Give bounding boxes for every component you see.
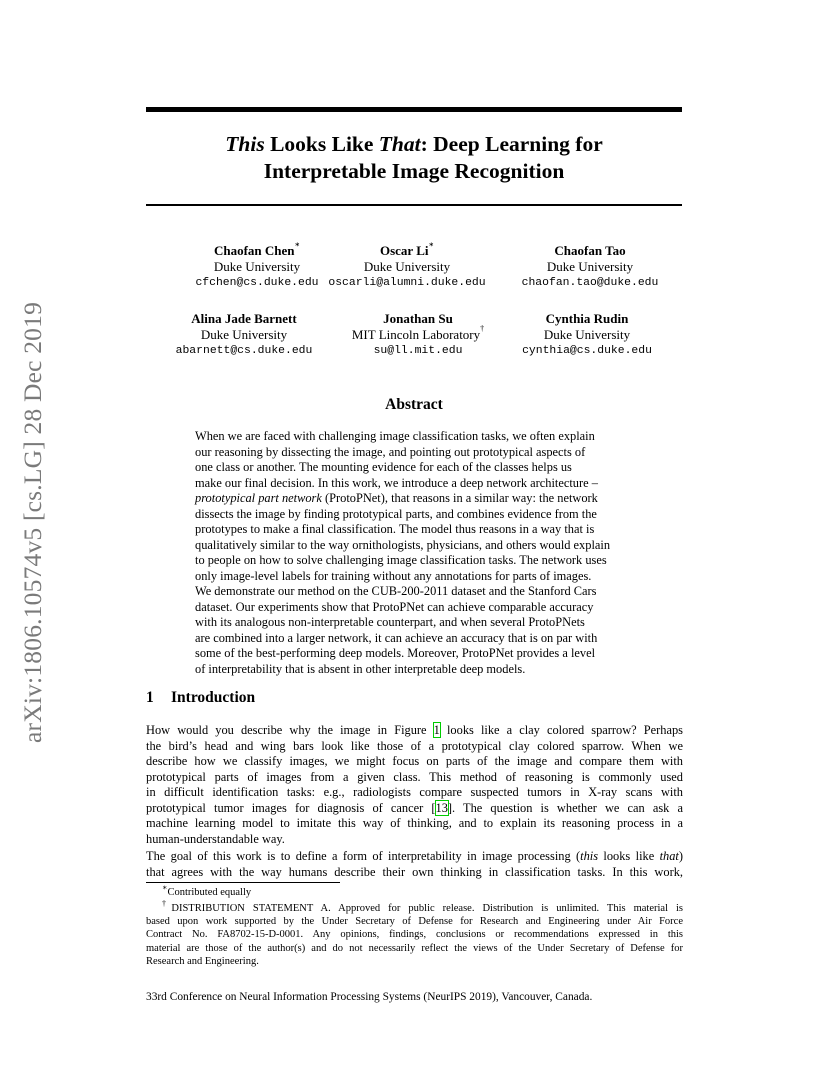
author-name: Cynthia Rudin xyxy=(545,311,629,326)
author-email: cfchen@cs.duke.edu xyxy=(195,277,319,289)
paragraph-line: prototypical tumor images for diagnosis of cancer [13]. The question is whether we can ask a xyxy=(146,800,683,815)
author-name: Alina Jade Barnett xyxy=(191,311,297,326)
abstract-line: only image-level labels for training without any annotations for parts of images. xyxy=(195,568,592,583)
intro-paragraph-1 xyxy=(146,723,683,847)
paragraph-line: The goal of this work is to define a form of interpretability in image processing (this looks like that) xyxy=(146,849,683,863)
abstract-line: We demonstrate our method on the CUB-200-2011 dataset and the Stanford Cars xyxy=(195,584,597,598)
abstract-line: qualitatively similar to the way ornithologists, physicians, and others would explain xyxy=(195,537,611,552)
author-affiliation: Duke University xyxy=(213,259,301,274)
paragraph-line: human-understandable way. xyxy=(146,831,285,846)
footnote-line: material are those of the author(s) and do not necessarily reflect the views of the Under Secretary of Defense for xyxy=(146,942,683,954)
footnote-line: based upon work supported by the Under Secretary of Defense for Research and Engineering under Air Force xyxy=(146,916,683,928)
author-block xyxy=(144,311,344,359)
abstract-line: make our final decision. In this work, we introduce a deep network architecture – xyxy=(195,475,598,490)
title-line-2: Interpretable Image Recognition xyxy=(263,159,565,183)
author-email: chaofan.tao@duke.edu xyxy=(521,277,659,289)
abstract-body xyxy=(195,429,635,677)
author-name: Chaofan Chen∗ xyxy=(213,240,301,258)
citation-13-link[interactable]: 13 xyxy=(435,800,448,815)
paragraph-line: How would you describe why the image in Figure 1 looks like a clay colored sparrow? Perhaps xyxy=(146,723,684,737)
intro-paragraph-2 xyxy=(146,849,683,880)
title-text: Looks Like xyxy=(264,132,379,156)
section-heading-introduction xyxy=(146,689,255,707)
footnote-line: Contract No. FA8702-15-D-0001. Any opinions, findings, conclusions or recommendations expressed in this xyxy=(146,929,683,941)
figure-1-link[interactable]: 1 xyxy=(433,723,440,737)
title-emph-this: This xyxy=(225,132,265,156)
author-name: Jonathan Su xyxy=(383,311,453,326)
equal-contribution-mark: ∗ xyxy=(428,240,435,249)
abstract-line: dataset. Our experiments show that ProtoPNet can achieve comparable accuracy xyxy=(195,599,594,614)
author-email: abarnett@cs.duke.edu xyxy=(175,345,313,357)
title-bottom-rule xyxy=(146,204,682,206)
footnote-distribution-statement xyxy=(146,899,684,968)
author-name: Chaofan Tao xyxy=(554,243,626,258)
author-name: Oscar Li∗ xyxy=(379,240,435,258)
title-text: : Deep Learning for xyxy=(420,132,603,156)
footnote-mark: † xyxy=(162,899,172,908)
title-emph-that: That xyxy=(378,132,421,156)
affiliation-footnote-mark: † xyxy=(480,324,485,333)
author-affiliation: Duke University xyxy=(546,259,634,274)
author-affiliation: Duke University xyxy=(363,259,451,274)
paragraph-line: prototypical parts of images from a given class. This method of reasoning is commonly used xyxy=(146,769,683,784)
paragraph-line: describe how we classify images, we might focus on parts of the image and compare them with xyxy=(146,754,683,768)
paragraph-line: machine learning model to imitate this way of thinking, and to explain its reasoning process in a xyxy=(146,816,683,830)
paper-title xyxy=(146,131,682,185)
section-number: 1 xyxy=(146,689,154,706)
conference-footer: 33rd Conference on Neural Information Processing Systems (NeurIPS 2019), Vancouver, Canada. xyxy=(146,991,593,1003)
footnote-equal-contribution: ∗Contributed equally xyxy=(162,883,252,898)
author-email: cynthia@cs.duke.edu xyxy=(522,345,652,357)
author-email: su@ll.mit.edu xyxy=(373,345,463,357)
abstract-line: are combined into a larger network, it can achieve an accuracy that is on par with xyxy=(195,630,598,645)
abstract-line: prototypical part network (ProtoPNet), that reasons in a similar way: the network xyxy=(195,491,598,505)
title-line-1 xyxy=(146,131,682,158)
abstract-line: to people on how to solve challenging image classification tasks. The network uses xyxy=(195,553,607,567)
paragraph-line: that agrees with the way humans describe their own thinking in classification tasks. In this work, xyxy=(146,864,683,879)
protopnet-term: prototypical part network xyxy=(195,491,322,505)
author-affiliation: Duke University xyxy=(200,327,288,342)
footnote-line: Research and Engineering. xyxy=(146,955,259,967)
paragraph-line: in difficult identification tasks: e.g., radiologists compare suspected tumors in X-ray scans with xyxy=(146,785,683,799)
abstract-line: some of the best-performing deep models. Moreover, ProtoPNet provides a level xyxy=(195,646,596,660)
arxiv-identifier-stamp: arXiv:1806.10574v5 [cs.LG] 28 Dec 2019 xyxy=(18,301,47,743)
section-title: Introduction xyxy=(171,689,256,706)
equal-contribution-mark: ∗ xyxy=(294,240,301,249)
abstract-line: with its analogous non-interpretable counterpart, and when several ProtoPNets xyxy=(195,615,585,629)
abstract-line: our reasoning by dissecting the image, and pointing out prototypical aspects of xyxy=(195,444,586,459)
abstract-line: prototypes to make a final classification. The model thus reasons in a way that is xyxy=(195,522,595,536)
author-block xyxy=(487,311,687,359)
footnote-mark: ∗ xyxy=(162,883,168,892)
author-block xyxy=(307,240,507,291)
abstract-line: one class or another. The mounting evidence for each of the classes helps us xyxy=(195,460,572,474)
author-affiliation: MIT Lincoln Laboratory† xyxy=(351,324,485,342)
abstract-line: When we are faced with challenging image classification tasks, we often explain xyxy=(195,429,595,443)
author-affiliation: Duke University xyxy=(543,327,631,342)
abstract-line: of interpretability that is absent in other interpretable deep models. xyxy=(195,661,526,676)
paragraph-line: the bird’s head and wing bars look like those of a prototypical clay colored sparrow. When we xyxy=(146,738,683,753)
footnote-rule xyxy=(146,882,340,883)
author-block xyxy=(490,243,690,291)
abstract-heading: Abstract xyxy=(385,396,443,413)
author-email: oscarli@alumni.duke.edu xyxy=(328,277,486,289)
abstract-line: dissects the image by finding prototypical parts, and combines evidence from the xyxy=(195,506,597,521)
footnote-line: †DISTRIBUTION STATEMENT A. Approved for public release. Distribution is unlimited. This material is xyxy=(162,899,684,914)
title-top-rule xyxy=(146,107,682,112)
